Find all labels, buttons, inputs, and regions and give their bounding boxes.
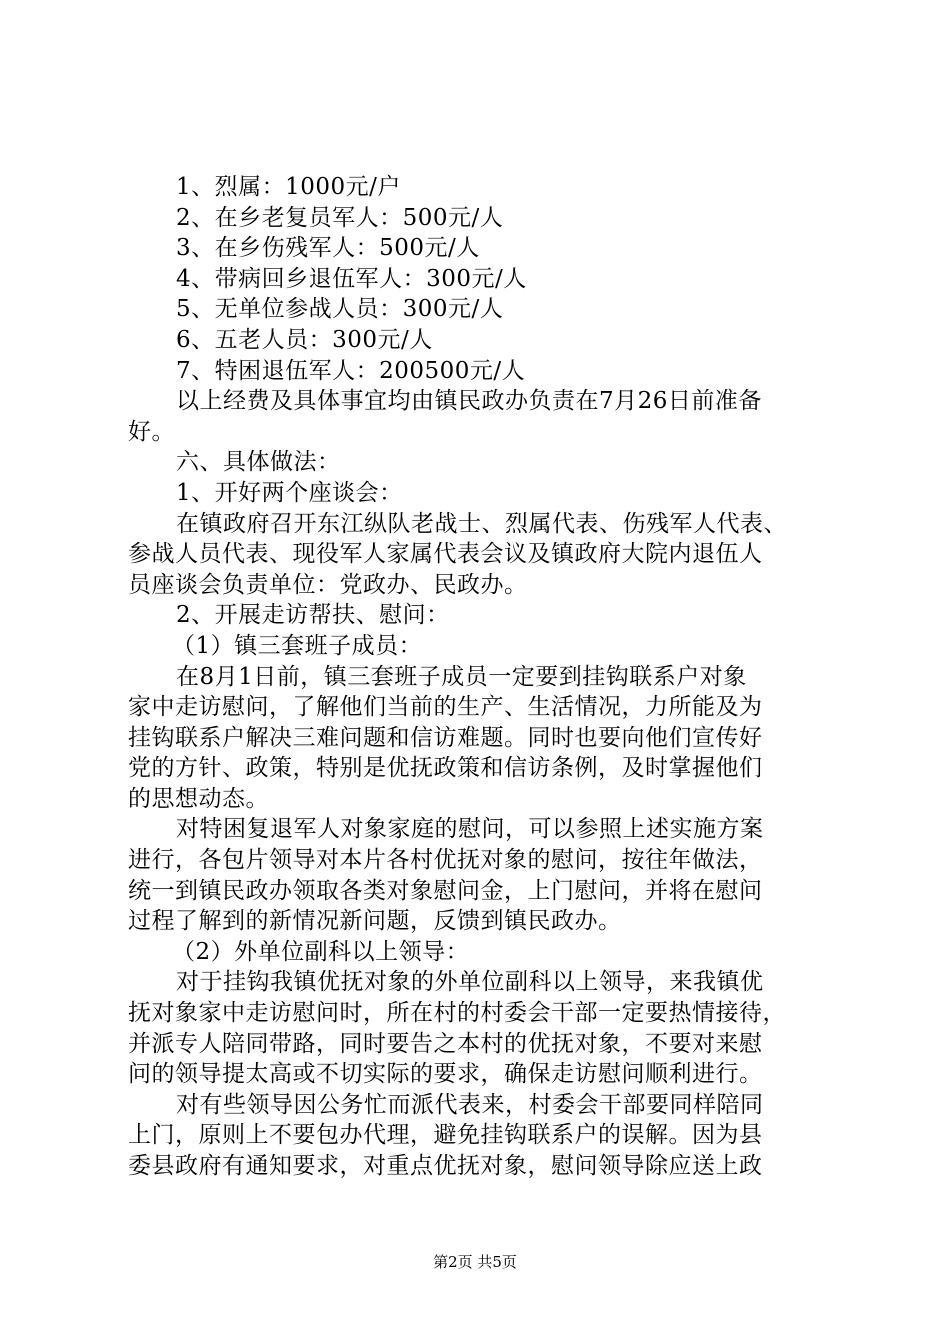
text-line: 员座谈会负责单位：党政办、民政办。: [128, 571, 528, 598]
text-line: 委县政府有通知要求，对重点优抚对象，慰问领导除应送上政: [128, 1153, 763, 1179]
text-line: 上门，原则上不要包办代理，避免挂钩联系户的误解。因为县: [128, 1122, 763, 1149]
text-line: 进行，各包片领导对本片各村优抚对象的慰问，按往年做法，: [128, 847, 763, 874]
text-line: 的思想动态。: [128, 785, 269, 812]
text-line: 家中走访慰问，了解他们当前的生产、生活情况，力所能及为: [128, 694, 763, 721]
text-line: 对有些领导因公务忙而派代表来，村委会干部要同样陪同: [176, 1091, 764, 1118]
subsection-heading: （2）外单位副科以上领导：: [172, 938, 470, 965]
subsection-heading: （1）镇三套班子成员：: [172, 632, 423, 659]
text-line: 挂钩联系户解决三难问题和信访难题。同时也要向他们宣传好: [128, 724, 763, 751]
text-line: 在8月1日前，镇三套班子成员一定要到挂钩联系户对象: [176, 663, 747, 690]
subsection-heading: 2、开展走访帮扶、慰问：: [176, 602, 450, 629]
text-line: 6、五老人员：300元/人: [176, 326, 433, 353]
page-footer: [0, 1252, 950, 1272]
text-line: 1、烈属：1000元/户: [176, 174, 401, 200]
text-line: 好。: [128, 418, 175, 445]
text-line: 2、在乡老复员军人：500元/人: [176, 204, 504, 231]
text-line: 7、特困退伍军人：200500元/人: [176, 357, 526, 384]
text-line: 对特困复退军人对象家庭的慰问，可以参照上述实施方案: [176, 816, 764, 843]
text-line: 以上经费及具体事宜均由镇民政办负责在7月26日前准备: [176, 388, 762, 415]
text-line: 参战人员代表、现役军人家属代表会议及镇政府大院内退伍人: [128, 541, 763, 568]
subsection-heading: 1、开好两个座谈会：: [176, 479, 403, 506]
text-line: 在镇政府召开东江纵队老战士、烈属代表、伤残军人代表、: [176, 510, 787, 537]
page-number: 第2页 共5页: [433, 1253, 517, 1271]
text-line: 抚对象家中走访慰问时，所在村的村委会干部一定要热情接待，: [128, 1000, 786, 1027]
text-line: 过程了解到的新情况新问题，反馈到镇民政办。: [128, 908, 622, 935]
text-line: 统一到镇民政办领取各类对象慰问金，上门慰问，并将在慰问: [128, 877, 763, 904]
section-heading: 六、具体做法：: [176, 449, 341, 476]
document-body: [128, 172, 828, 1182]
text-line: 3、在乡伤残军人：500元/人: [176, 235, 480, 262]
text-line: 5、无单位参战人员：300元/人: [176, 296, 504, 323]
text-line: 4、带病回乡退伍军人：300元/人: [176, 265, 527, 292]
text-line: 并派专人陪同带路，同时要告之本村的优抚对象，不要对来慰: [128, 1030, 763, 1057]
text-line: 对于挂钩我镇优抚对象的外单位副科以上领导，来我镇优: [176, 969, 764, 996]
text-line: 党的方针、政策，特别是优抚政策和信访条例，及时掌握他们: [128, 755, 763, 782]
text-line: 问的领导提太高或不切实际的要求，确保走访慰问顺利进行。: [128, 1061, 763, 1088]
